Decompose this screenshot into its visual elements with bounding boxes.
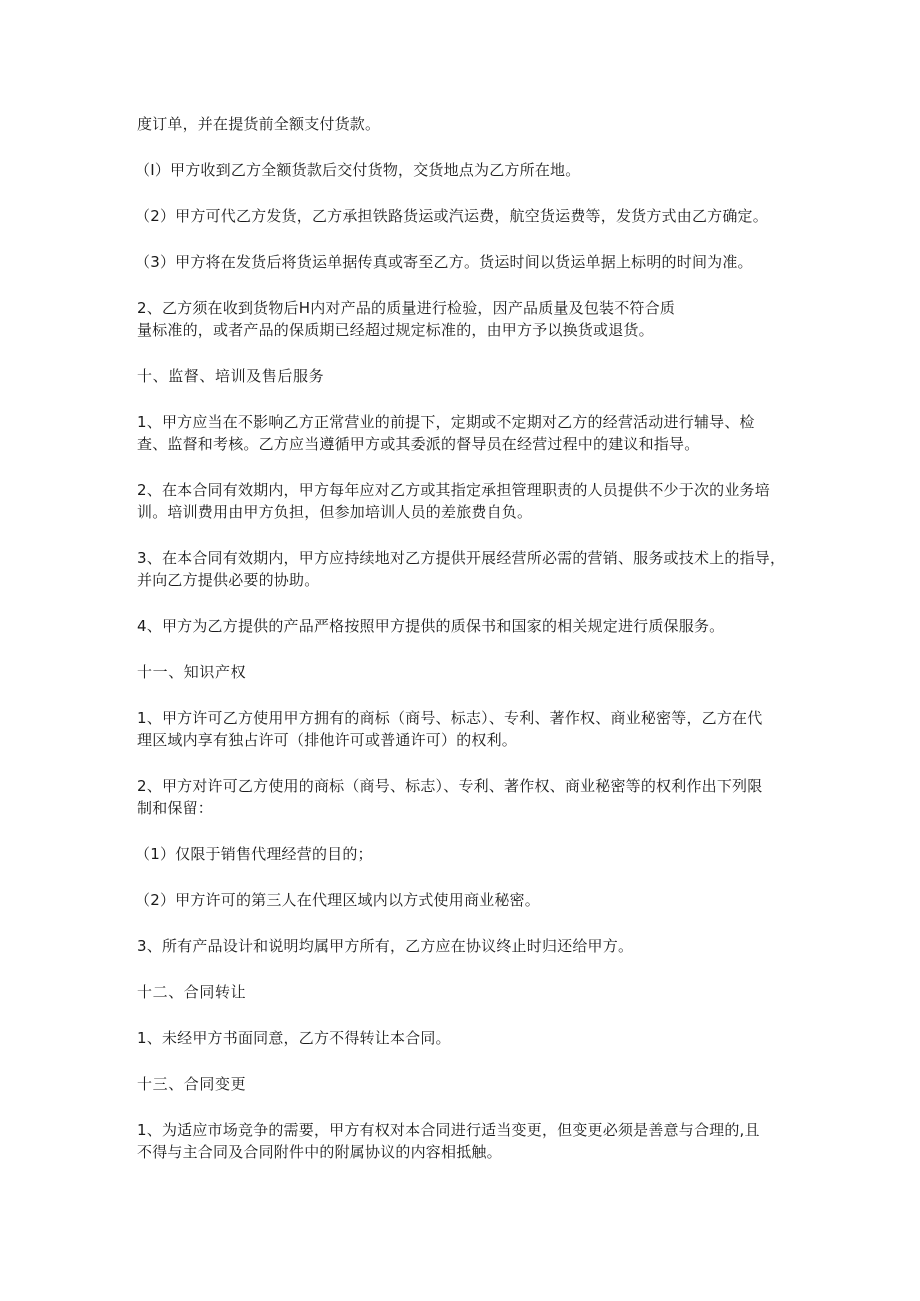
paragraph-ip-3 xyxy=(137,935,797,957)
paragraph-supervision-4 xyxy=(137,615,797,637)
paragraph-amendment-1 xyxy=(137,1119,797,1163)
text-line: 4、甲方为乙方提供的产品严格按照甲方提供的质保书和国家的相关规定进行质保服务。 xyxy=(137,617,725,635)
text-line: 1、为适应市场竞争的需要，甲方有权对本合同进行适当变更，但变更必须是善意与合理的,且 xyxy=(137,1121,760,1139)
text-line: 2、甲方对许可乙方使用的商标（商号、标志）、专利、著作权、商业秘密等的权利作出下列限 xyxy=(137,777,763,795)
paragraph-supervision-3 xyxy=(137,547,797,591)
paragraph-supervision-2 xyxy=(137,479,797,523)
text-line: （2）甲方可代乙方发货，乙方承担铁路货运或汽运费，航空货运费等，发货方式由乙方确定。 xyxy=(135,207,768,225)
text-line: 训。培训费用由甲方负担，但参加培训人员的差旅费自负。 xyxy=(137,503,533,521)
paragraph-ip-item-2 xyxy=(135,889,797,911)
paragraph-payment-continuation xyxy=(137,113,797,135)
text-line: 量标准的，或者产品的保质期已经超过规定标准的，由甲方予以换货或退货。 xyxy=(137,321,654,339)
paragraph-ip-item-1 xyxy=(135,843,797,865)
text-line: 2、乙方须在收到货物后H内对产品的质量进行检验，因产品质量及包装不符合质 xyxy=(137,299,676,317)
paragraph-inspection-clause xyxy=(137,297,797,341)
paragraph-delivery-item-2 xyxy=(135,205,797,227)
heading-text: 十一、知识产权 xyxy=(137,663,247,681)
text-line: 1、甲方应当在不影响乙方正常营业的前提下，定期或不定期对乙方的经营活动进行辅导、检 xyxy=(137,413,755,431)
paragraph-ip-2 xyxy=(137,775,797,819)
text-line: 3、在本合同有效期内，甲方应持续地对乙方提供开展经营所必需的营销、服务或技术上的指导， xyxy=(137,549,786,567)
text-line: 1、未经甲方书面同意，乙方不得转让本合同。 xyxy=(137,1029,451,1047)
section-heading-amendment xyxy=(137,1073,797,1095)
heading-text: 十二、合同转让 xyxy=(137,983,247,1001)
section-heading-transfer xyxy=(137,981,797,1003)
text-line: （1）仅限于销售代理经营的目的； xyxy=(135,845,373,863)
paragraph-delivery-item-1 xyxy=(135,159,797,181)
text-line: 2、在本合同有效期内，甲方每年应对乙方或其指定承担管理职责的人员提供不少于次的业务培 xyxy=(137,481,770,499)
text-line: 查、监督和考核。乙方应当遵循甲方或其委派的督导员在经营过程中的建议和指导。 xyxy=(137,435,700,453)
text-line: （2）甲方许可的第三人在代理区域内以方式使用商业秘密。 xyxy=(135,891,540,909)
paragraph-ip-1 xyxy=(137,707,797,751)
section-heading-ip xyxy=(137,661,797,683)
text-line: 3、所有产品设计和说明均属甲方所有，乙方应在协议终止时归还给甲方。 xyxy=(137,937,634,955)
heading-text: 十三、合同变更 xyxy=(137,1075,247,1093)
document-body xyxy=(137,113,797,1187)
paragraph-delivery-item-3 xyxy=(135,251,797,273)
heading-text: 十、监督、培训及售后服务 xyxy=(137,367,325,385)
text-line: 并向乙方提供必要的协助。 xyxy=(137,571,320,589)
paragraph-transfer-1 xyxy=(137,1027,797,1049)
section-heading-supervision xyxy=(137,365,797,387)
text-line: 理区域内享有独占许可（排他许可或普通许可）的权利。 xyxy=(137,731,518,749)
paragraph-supervision-1 xyxy=(137,411,797,455)
text-line: 1、甲方许可乙方使用甲方拥有的商标（商号、标志）、专利、著作权、商业秘密等，乙方在代 xyxy=(137,709,763,727)
text-line: 不得与主合同及合同附件中的附属协议的内容相抵触。 xyxy=(137,1143,502,1161)
text-line: （3）甲方将在发货后将货运单据传真或寄至乙方。货运时间以货运单据上标明的时间为准。 xyxy=(135,253,753,271)
text-line: 制和保留： xyxy=(137,799,214,817)
text-line: 度订单，并在提货前全额支付货款。 xyxy=(137,115,381,133)
text-line: （I）甲方收到乙方全额货款后交付货物，交货地点为乙方所在地。 xyxy=(135,161,581,179)
